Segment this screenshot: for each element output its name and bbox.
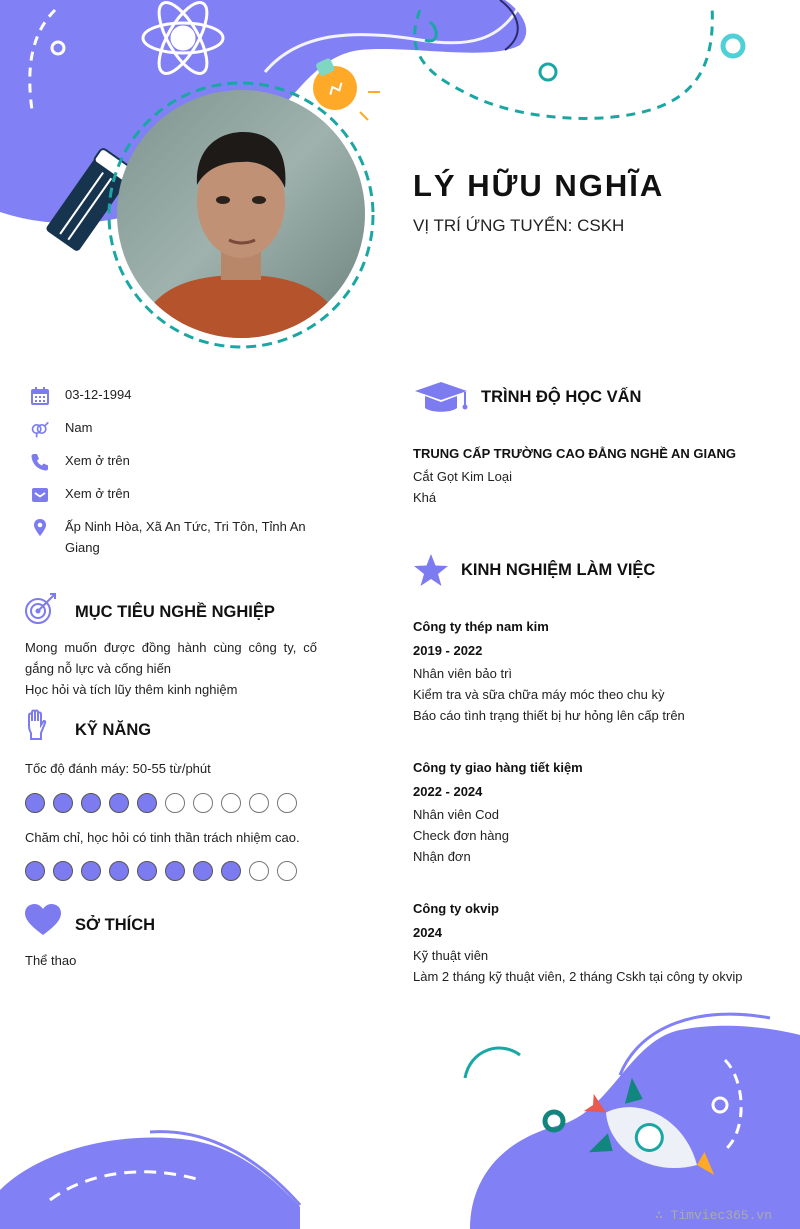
rating-dot-filled bbox=[81, 861, 101, 881]
job-company: Công ty okvip bbox=[413, 901, 499, 916]
mail-icon bbox=[30, 485, 50, 505]
contact-birthday bbox=[30, 386, 330, 406]
job-line: Báo cáo tình trạng thiết bị hư hỏng lên cấp trên bbox=[413, 708, 685, 723]
rating-dot-filled bbox=[25, 861, 45, 881]
email-value: Xem ở trên bbox=[65, 486, 130, 501]
gender-icon bbox=[30, 419, 50, 439]
rating-dot-filled bbox=[53, 861, 73, 881]
job-line: Kỹ thuật viên bbox=[413, 948, 489, 963]
rating-dot-empty bbox=[193, 793, 213, 813]
education-major: Cắt Gọt Kim Loại bbox=[413, 469, 512, 484]
skill-rating bbox=[25, 861, 297, 881]
heart-icon bbox=[25, 904, 61, 936]
applied-position: VỊ TRÍ ỨNG TUYỂN: CSKH bbox=[413, 216, 625, 235]
birthday-value: 03-12-1994 bbox=[65, 387, 132, 402]
rating-dot-filled bbox=[25, 793, 45, 813]
rating-dot-empty bbox=[277, 861, 297, 881]
rating-dot-filled bbox=[193, 861, 213, 881]
job-line: Nhân viên Cod bbox=[413, 807, 499, 822]
profile-photo bbox=[117, 90, 365, 338]
contact-phone bbox=[30, 452, 330, 472]
objective-line-1: Mong muốn được đồng hành cùng công ty, cố gắng nỗ lực và cống hiến bbox=[25, 640, 317, 676]
rating-dot-filled bbox=[109, 861, 129, 881]
location-icon bbox=[30, 518, 50, 538]
rating-dot-empty bbox=[249, 793, 269, 813]
education-grade: Khá bbox=[413, 490, 437, 505]
hobbies-text: Thể thao bbox=[25, 953, 77, 968]
phone-icon bbox=[30, 452, 50, 472]
job-line: Kiểm tra và sữa chữa máy móc theo chu kỳ bbox=[413, 687, 665, 702]
hobbies-title: SỞ THÍCH bbox=[75, 916, 156, 934]
job-line: Nhận đơn bbox=[413, 849, 471, 864]
job-entry bbox=[413, 616, 773, 726]
gender-value: Nam bbox=[65, 420, 93, 435]
footer-decoration bbox=[0, 1000, 800, 1229]
job-company: Công ty giao hàng tiết kiệm bbox=[413, 760, 583, 775]
rating-dot-filled bbox=[165, 861, 185, 881]
rating-dot-filled bbox=[221, 861, 241, 881]
calendar-icon bbox=[30, 386, 50, 406]
job-line: Check đơn hàng bbox=[413, 828, 509, 843]
hand-icon bbox=[25, 709, 47, 741]
rating-dot-filled bbox=[109, 793, 129, 813]
objective-title: MỤC TIÊU NGHỀ NGHIỆP bbox=[75, 603, 275, 621]
rating-dot-empty bbox=[165, 793, 185, 813]
rating-dot-filled bbox=[53, 793, 73, 813]
phone-value: Xem ở trên bbox=[65, 453, 130, 468]
candidate-name: LÝ HỮU NGHĨA bbox=[413, 168, 665, 203]
rating-dot-empty bbox=[221, 793, 241, 813]
rating-dot-filled bbox=[81, 793, 101, 813]
job-entry bbox=[413, 757, 773, 867]
watermark: ∴ Timviec365.vn bbox=[654, 1208, 772, 1223]
job-company: Công ty thép nam kim bbox=[413, 619, 549, 634]
contact-address bbox=[30, 518, 330, 560]
rating-dot-empty bbox=[249, 861, 269, 881]
skills-title: KỸ NĂNG bbox=[75, 721, 152, 739]
education-school: TRUNG CẤP TRƯỜNG CAO ĐẲNG NGHỀ AN GIANG bbox=[413, 446, 737, 461]
job-period: 2019 - 2022 bbox=[413, 643, 483, 658]
job-line: Nhân viên bảo trì bbox=[413, 666, 513, 681]
experience-title: KINH NGHIỆM LÀM VIỆC bbox=[461, 561, 656, 579]
job-line: Làm 2 tháng kỹ thuật viên, 2 tháng Cskh tại công ty okvip bbox=[413, 969, 743, 984]
target-icon bbox=[24, 592, 58, 626]
skill-rating bbox=[25, 793, 297, 813]
rating-dot-filled bbox=[137, 793, 157, 813]
skill-label: Chăm chỉ, học hỏi có tinh thần trách nhiệm cao. bbox=[25, 830, 300, 845]
star-icon bbox=[413, 553, 449, 587]
education-title: TRÌNH ĐỘ HỌC VẤN bbox=[481, 388, 642, 406]
job-period: 2022 - 2024 bbox=[413, 784, 483, 799]
job-period: 2024 bbox=[413, 925, 442, 940]
job-entry bbox=[413, 898, 783, 987]
skill-label: Tốc độ đánh máy: 50-55 từ/phút bbox=[25, 761, 211, 776]
rating-dot-empty bbox=[277, 793, 297, 813]
graduation-cap-icon bbox=[413, 381, 469, 415]
rating-dot-filled bbox=[137, 861, 157, 881]
address-value: Ấp Ninh Hòa, Xã An Tức, Tri Tôn, Tỉnh An Giang bbox=[65, 519, 306, 555]
objective-line-2: Học hỏi và tích lũy thêm kinh nghiệm bbox=[25, 682, 238, 697]
contact-gender bbox=[30, 419, 330, 439]
contact-email bbox=[30, 485, 330, 505]
